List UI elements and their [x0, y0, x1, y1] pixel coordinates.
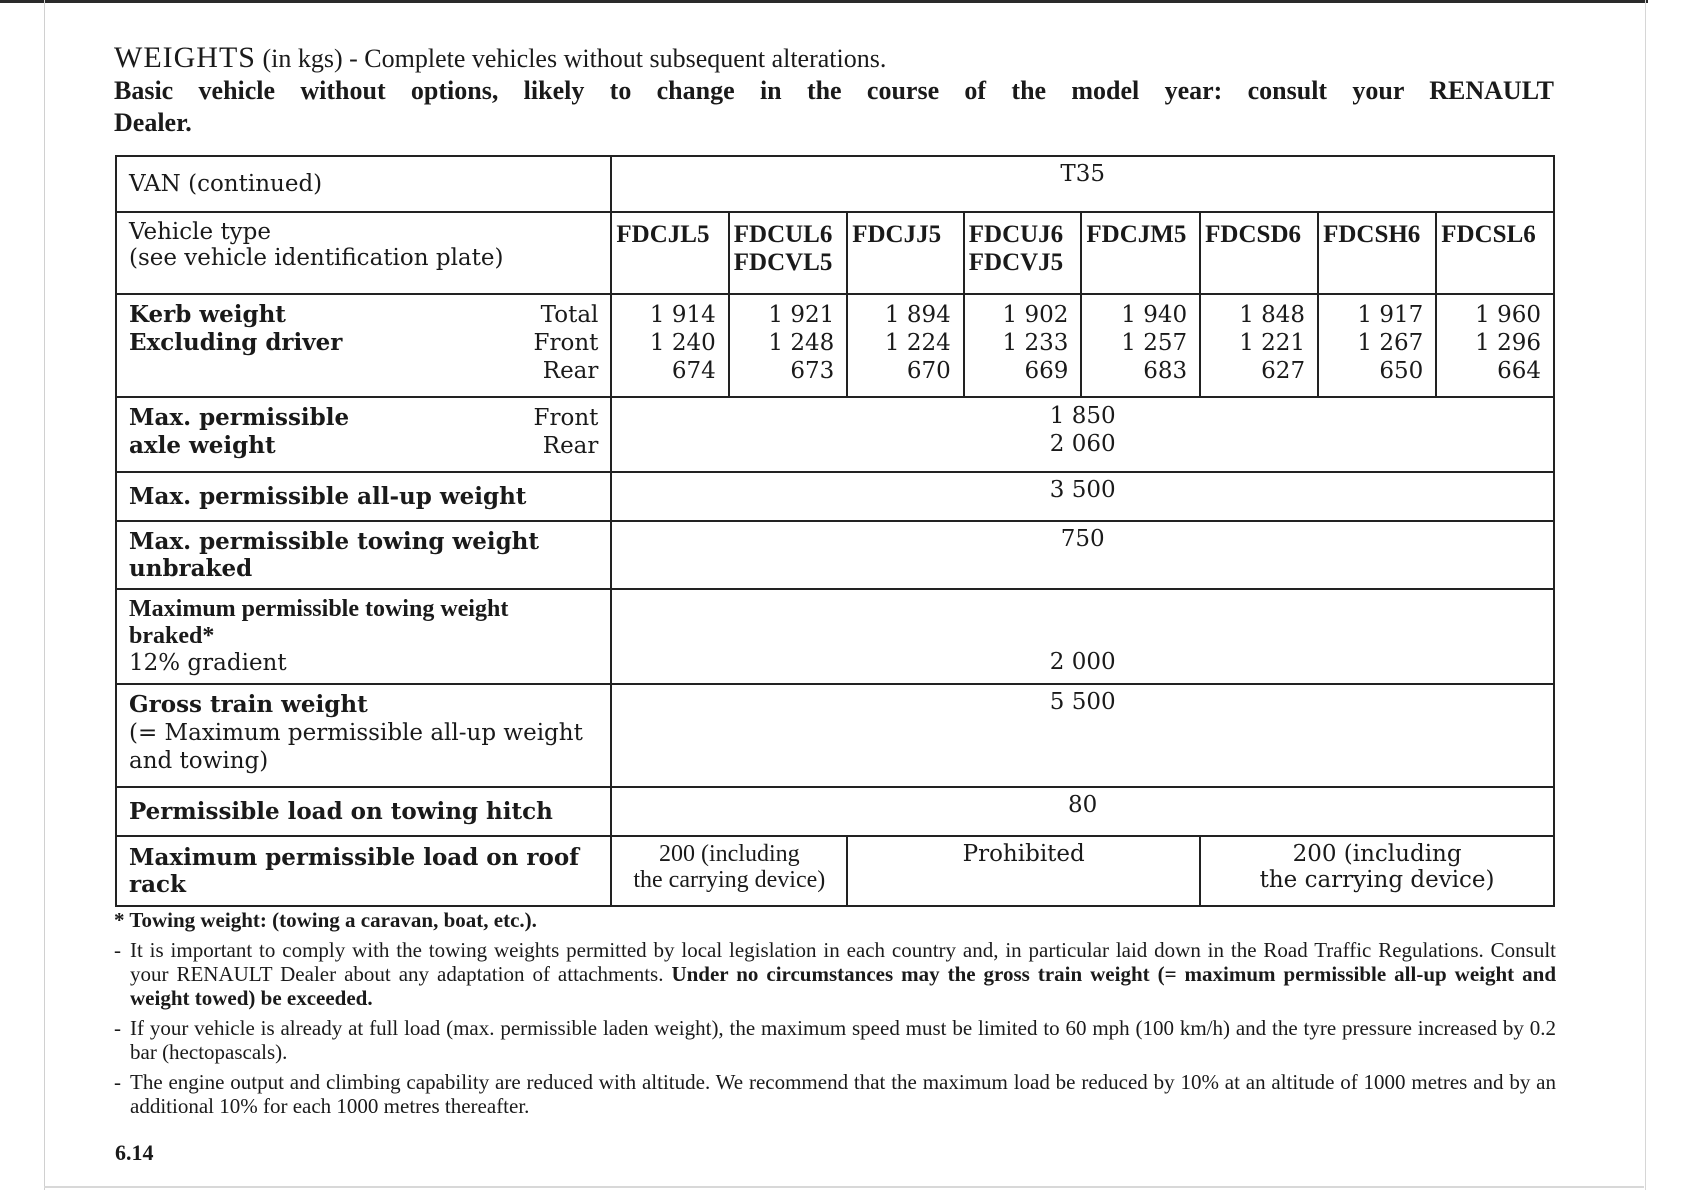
note-1-bold: Under no circumstances may the gross train weight (= maximum permissible all-up weight and weight towed) be exceeded. [130, 962, 1556, 1010]
roof-value-b: Prohibited [962, 841, 1085, 867]
kerb-rear: 669 [1024, 358, 1069, 384]
hitch-row [116, 787, 1554, 836]
header-group-cell [611, 156, 1554, 212]
axle-label-cell [116, 397, 611, 472]
vehicle-type-code: FDCUL6 [733, 221, 833, 248]
unbraked-value: 750 [1060, 526, 1105, 552]
hitch-label: Permissible load on towing hitch [129, 798, 553, 825]
left-scan-edge [44, 0, 45, 1190]
all-up-label: Max. permissible all-up weight [129, 483, 527, 510]
kerb-front: 1 248 [768, 330, 835, 356]
vehicle-type-cell [964, 212, 1082, 294]
kerb-rear: 664 [1497, 358, 1541, 384]
heading-line-2: Basic vehicle without options, likely to change in the course of the model year: consult your RENAULT [114, 76, 1554, 105]
hitch-value: 80 [1068, 792, 1098, 818]
footnote-towing-weight: * Towing weight: (towing a caravan, boat, etc.). [114, 908, 537, 932]
heading-line-3: Dealer. [114, 108, 192, 137]
gross-sublabel-1: (= Maximum permissible all-up weight [129, 720, 583, 746]
kerb-values-cell [1436, 294, 1554, 397]
kerb-rear: 683 [1143, 358, 1188, 384]
roof-value-a-1: 200 (including [658, 841, 800, 867]
roof-label-cell [116, 836, 611, 906]
header-label: VAN (continued) [129, 171, 323, 197]
vehicle-type-code: FDCSD6 [1205, 221, 1301, 248]
heading-line-1 [114, 42, 1554, 75]
axle-label: Max. permissible [129, 404, 350, 431]
braked-value: 2 000 [1049, 649, 1116, 675]
roof-value-a-2: the carrying device) [633, 867, 826, 893]
kerb-label-cell [116, 294, 611, 397]
kerb-total: 1 960 [1475, 302, 1541, 328]
kerb-sub-total: Total [540, 302, 599, 328]
kerb-total: 1 848 [1239, 302, 1306, 328]
roof-value-c-2: the carrying device) [1259, 867, 1495, 893]
kerb-front: 1 233 [1002, 330, 1069, 356]
unbraked-label: Max. permissible towing weight unbraked [129, 528, 540, 582]
kerb-front: 1 240 [649, 330, 716, 356]
axle-sub-rear: Rear [542, 433, 599, 459]
roof-rack-row [116, 836, 1554, 906]
footnotes [114, 908, 1556, 1124]
axle-rear-value: 2 060 [1049, 431, 1116, 457]
note-2-text: If your vehicle is already at full load (max. permissible laden weight), the maximum speed must be limited to 60 mph (100 km/h) and the tyre pressure increased by 0.2 bar (hectopascals). [130, 1016, 1556, 1064]
header-label-cell [116, 156, 611, 212]
roof-value-c-1: 200 (including [1292, 841, 1462, 867]
kerb-values-cell [611, 294, 728, 397]
braked-sublabel: 12% gradient [129, 650, 287, 676]
all-up-value: 3 500 [1049, 477, 1116, 503]
vehicle-type-cell [729, 212, 847, 294]
roof-value-a-cell [611, 836, 847, 906]
unbraked-row [116, 521, 1554, 589]
note-item [114, 1070, 1556, 1118]
gross-sublabel-2: and towing) [129, 748, 269, 774]
vehicle-type-code: FDCJM5 [1086, 221, 1187, 248]
gross-train-row [116, 684, 1554, 787]
gross-label: Gross train weight [129, 691, 368, 718]
hitch-value-cell [611, 787, 1554, 836]
axle-label-2: axle weight [129, 432, 276, 459]
note-1-text: It is important to comply with the towing weights permitted by local legislation in each country and, in particular laid down in the Road Traffic Regulations. Consult your RENAULT Dealer about any adaptation of attachments. [130, 938, 1556, 986]
roof-value-c-cell [1200, 836, 1554, 906]
vehicle-type-cell [1200, 212, 1318, 294]
kerb-rear: 650 [1379, 358, 1424, 384]
braked-row [116, 589, 1554, 684]
unbraked-label-cell [116, 521, 611, 589]
note-text [130, 938, 1556, 1010]
vehicle-type-label-cell [116, 212, 611, 294]
kerb-weight-row [116, 294, 1554, 397]
kerb-values-cell [964, 294, 1082, 397]
weights-table [115, 155, 1555, 907]
kerb-total: 1 902 [1002, 302, 1069, 328]
note-dash: - [114, 1016, 121, 1040]
page-heading [114, 42, 1554, 139]
vehicle-type-cell [847, 212, 964, 294]
kerb-total: 1 940 [1121, 302, 1188, 328]
kerb-rear: 627 [1261, 358, 1306, 384]
kerb-sub-front: Front [533, 330, 599, 356]
right-scan-edge [1645, 0, 1646, 1190]
vehicle-type-code-alt: FDCVL5 [733, 249, 833, 276]
bottom-scan-edge [44, 1186, 1644, 1188]
top-scan-border [0, 0, 1648, 3]
table-header-row [116, 156, 1554, 212]
vehicle-type-label: Vehicle type [129, 219, 272, 245]
kerb-values-cell [729, 294, 847, 397]
note-item [114, 938, 1556, 1010]
kerb-rear: 670 [906, 358, 951, 384]
heading-title-rest: (in kgs) - Complete vehicles without subsequent alterations. [255, 44, 887, 73]
kerb-front: 1 267 [1357, 330, 1424, 356]
braked-label-cell [116, 589, 611, 684]
vehicle-type-cell [1436, 212, 1554, 294]
vehicle-type-cell [1081, 212, 1200, 294]
note-3-text: The engine output and climbing capability are reduced with altitude. We recommend that the maximum load be reduced by 10% at an altitude of 1000 metres and by an additional 10% for each 1000 metres thereafter. [130, 1070, 1556, 1118]
kerb-total: 1 914 [649, 302, 716, 328]
kerb-rear: 673 [790, 358, 835, 384]
kerb-values-cell [1318, 294, 1436, 397]
roof-label: Maximum permissible load on roof rack [129, 844, 580, 898]
page-number: 6.14 [115, 1140, 154, 1165]
vehicle-type-code: FDCSL6 [1441, 221, 1536, 248]
all-up-weight-row [116, 472, 1554, 521]
gross-value-cell [611, 684, 1554, 787]
note-dash: - [114, 1070, 121, 1094]
vehicle-type-row [116, 212, 1554, 294]
kerb-values-cell [1200, 294, 1318, 397]
braked-label: Maximum permissible towing weight braked* [129, 596, 509, 649]
vehicle-type-code: FDCJL5 [616, 221, 710, 248]
vehicle-type-code-alt: FDCVJ5 [968, 249, 1064, 276]
axle-values-cell [611, 397, 1554, 472]
kerb-total: 1 921 [768, 302, 835, 328]
vehicle-type-code: FDCJJ5 [852, 221, 942, 248]
braked-value-cell [611, 589, 1554, 684]
kerb-front: 1 257 [1121, 330, 1188, 356]
heading-title: WEIGHTS [114, 41, 256, 74]
hitch-label-cell [116, 787, 611, 836]
axle-weight-row [116, 397, 1554, 472]
kerb-rear: 674 [671, 358, 716, 384]
gross-value: 5 500 [1049, 689, 1116, 715]
kerb-label: Kerb weight [129, 301, 286, 328]
unbraked-value-cell [611, 521, 1554, 589]
header-group: T35 [1060, 161, 1105, 187]
vehicle-type-cell [1318, 212, 1436, 294]
kerb-front: 1 224 [884, 330, 951, 356]
kerb-total: 1 917 [1357, 302, 1424, 328]
note-item [114, 1016, 1556, 1064]
kerb-front: 1 296 [1475, 330, 1541, 356]
kerb-values-cell [847, 294, 964, 397]
roof-value-b-cell [847, 836, 1200, 906]
axle-front-value: 1 850 [1049, 403, 1116, 429]
all-up-label-cell [116, 472, 611, 521]
kerb-sub-rear: Rear [542, 358, 599, 384]
vehicle-type-code: FDCSH6 [1323, 221, 1421, 248]
kerb-total: 1 894 [884, 302, 951, 328]
axle-sub-front: Front [533, 405, 599, 431]
all-up-value-cell [611, 472, 1554, 521]
vehicle-type-code: FDCUJ6 [968, 221, 1064, 248]
vehicle-type-cell [611, 212, 728, 294]
note-dash: - [114, 938, 121, 962]
kerb-values-cell [1081, 294, 1200, 397]
kerb-front: 1 221 [1239, 330, 1306, 356]
kerb-label-2: Excluding driver [129, 329, 343, 356]
gross-label-cell [116, 684, 611, 787]
vehicle-type-sublabel: (see vehicle identification plate) [129, 245, 504, 271]
